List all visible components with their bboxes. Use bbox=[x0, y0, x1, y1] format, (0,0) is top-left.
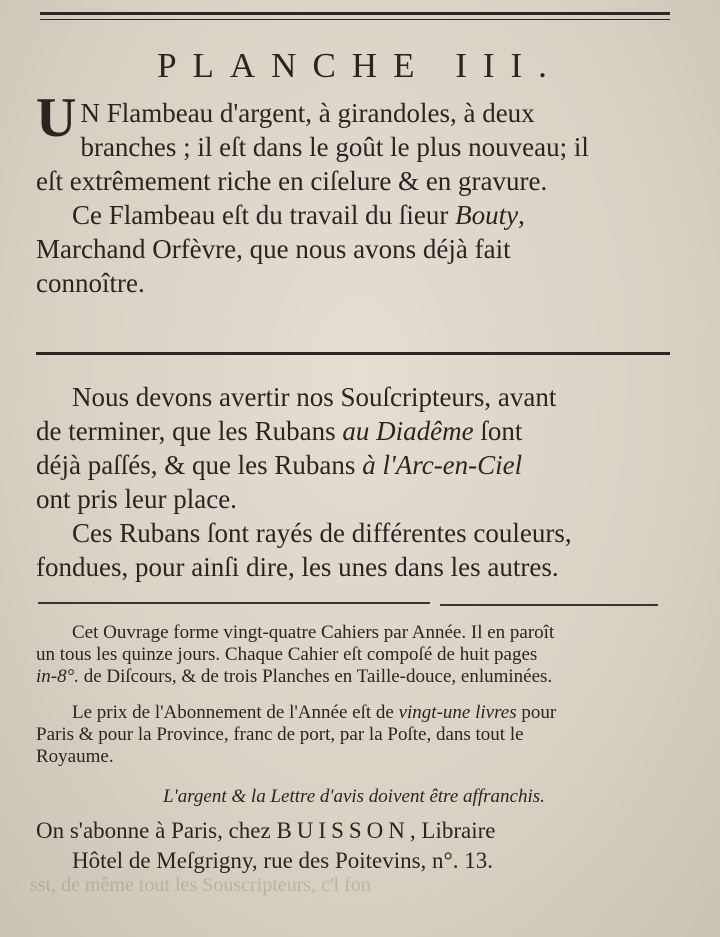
text-run: Ce Flambeau eſt du travail du ſieur bbox=[72, 200, 456, 230]
text-line: Hôtel de Meſgrigny, rue des Poitevins, n°. 13. bbox=[72, 848, 494, 873]
text-run: de terminer, que les Rubans bbox=[36, 416, 343, 446]
text-line: un tous les quinze jours. Chaque Cahier eſt compoſé de huit pages bbox=[36, 644, 538, 665]
bookseller-name: BUISSON bbox=[276, 818, 410, 843]
text-run: , bbox=[518, 200, 525, 230]
footer-rule-right bbox=[440, 604, 658, 606]
ribbon-name: au Diadême bbox=[342, 416, 474, 446]
text-line bbox=[36, 702, 672, 724]
price-info bbox=[36, 702, 672, 768]
text-line: Ces Rubans ſont rayés de différentes couleurs, bbox=[72, 518, 572, 548]
drop-cap: U bbox=[36, 87, 77, 149]
text-line: Royaume. bbox=[36, 746, 114, 767]
postage-notice: L'argent & la Lettre d'avis doivent être affranchis. bbox=[163, 786, 545, 807]
text-run: , Libraire bbox=[409, 818, 496, 843]
section-rule bbox=[36, 352, 670, 355]
text-run: déjà paſſés, & que les Rubans bbox=[36, 450, 363, 480]
text-line: Marchand Orfèvre, que nous avons déjà fait bbox=[36, 234, 511, 264]
bleed-through-text: sst, de même tout les Souscripteurs, c'l fon bbox=[30, 874, 371, 896]
text-line: branches ; il eſt dans le goût le plus nouveau; il bbox=[80, 132, 589, 162]
footer-rule-left bbox=[38, 602, 430, 604]
bookseller-address bbox=[36, 816, 672, 876]
notice-paragraph bbox=[36, 380, 672, 584]
text-line: Paris & pour la Province, franc de port, par la Poſte, dans tout le bbox=[36, 724, 524, 745]
text-line: fondues, pour ainſi dire, les unes dans les autres. bbox=[36, 552, 559, 582]
top-double-rule bbox=[40, 12, 670, 20]
text-line bbox=[36, 816, 672, 846]
text-run: Le prix de l'Abonnement de l'Année eſt de bbox=[72, 702, 399, 723]
text-line bbox=[36, 198, 672, 232]
text-run: de Diſcours, & de trois Planches en Taille-douce, enluminées. bbox=[78, 666, 553, 687]
text-line: N Flambeau d'argent, à girandoles, à deux bbox=[80, 98, 535, 128]
plate-title: PLANCHE III. bbox=[157, 46, 563, 85]
text-run: pour bbox=[516, 702, 557, 723]
ribbon-name: à l'Arc-en-Ciel bbox=[362, 450, 523, 480]
text-line bbox=[36, 666, 672, 688]
text-line: connoître. bbox=[36, 268, 145, 298]
text-run: ſont bbox=[473, 416, 523, 446]
text-line: Cet Ouvrage forme vingt-quatre Cahiers par Année. Il en paroît bbox=[72, 622, 555, 643]
subscription-info bbox=[36, 622, 672, 688]
maker-name: Bouty bbox=[455, 200, 519, 230]
text-line: eſt extrêmement riche en ciſelure & en gravure. bbox=[36, 166, 548, 196]
plate-description bbox=[36, 87, 672, 300]
text-run: in-8°. bbox=[36, 666, 79, 687]
text-line: Nous devons avertir nos Souſcripteurs, avant bbox=[72, 382, 557, 412]
text-run: On s'abonne à Paris, chez bbox=[36, 818, 277, 843]
text-line bbox=[36, 448, 672, 482]
price: vingt-une livres bbox=[398, 702, 517, 723]
text-line bbox=[36, 414, 672, 448]
text-line: ont pris leur place. bbox=[36, 484, 237, 514]
